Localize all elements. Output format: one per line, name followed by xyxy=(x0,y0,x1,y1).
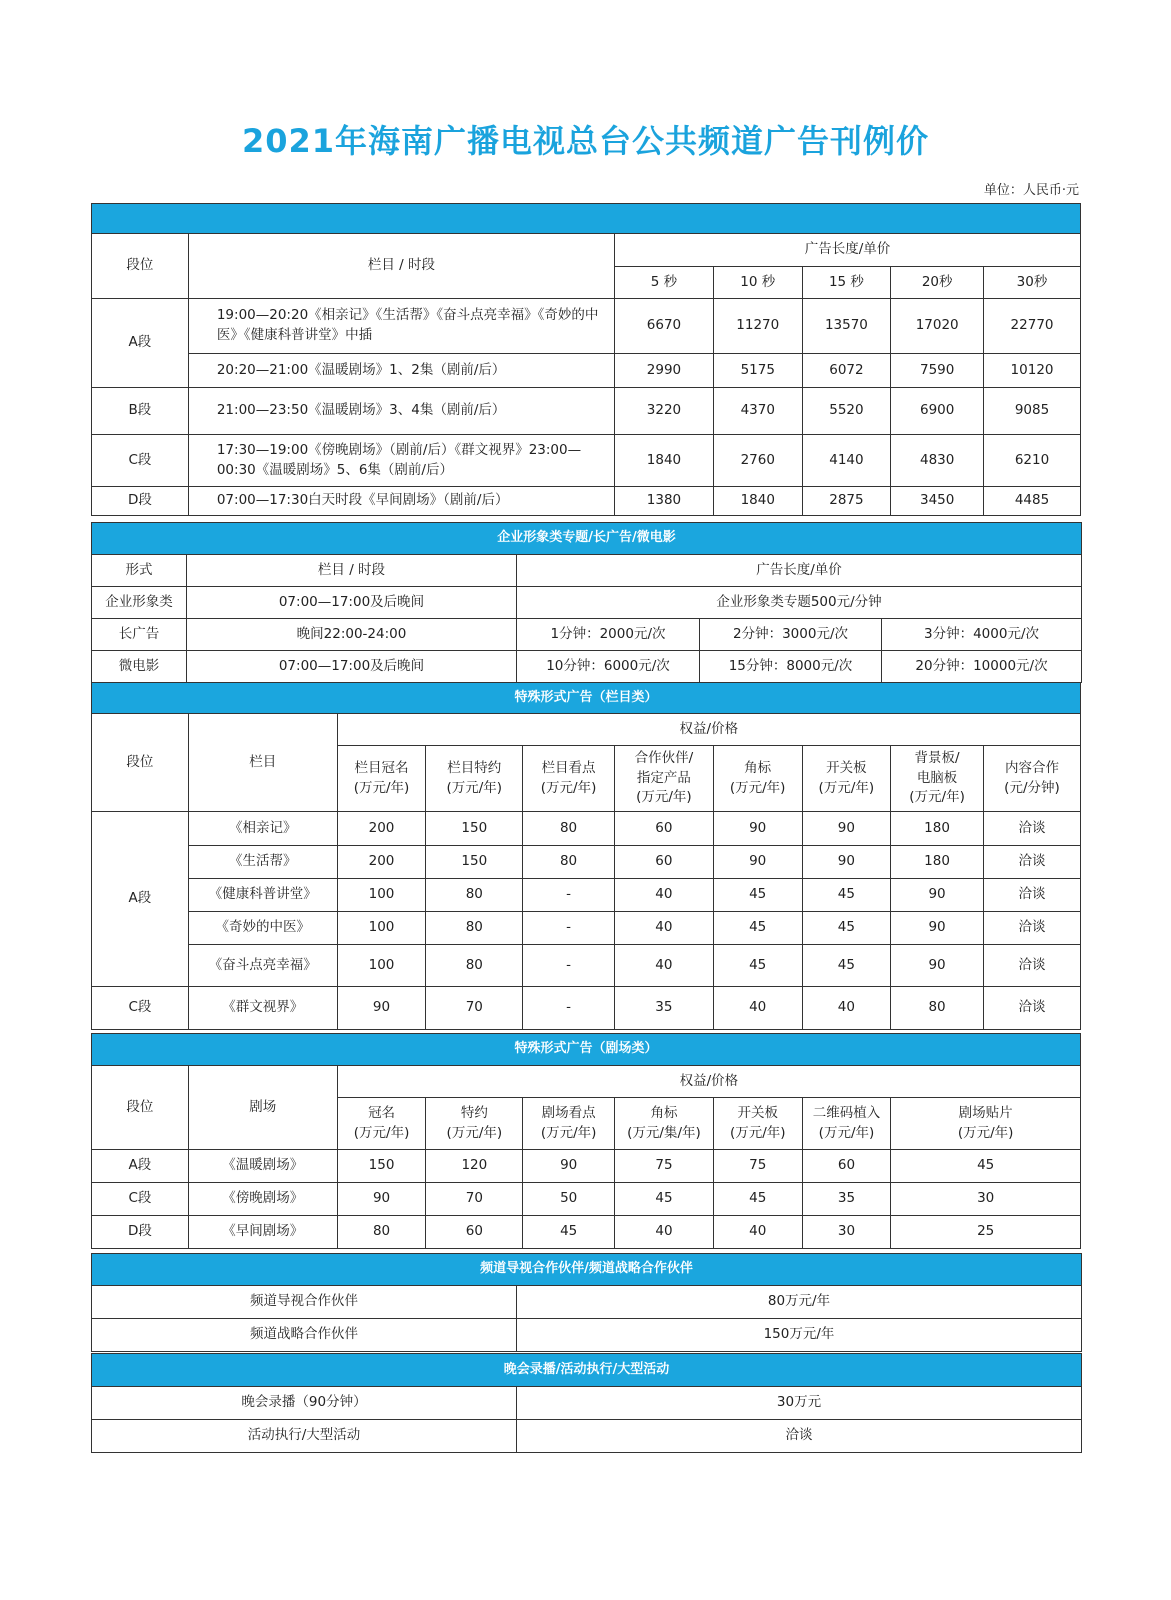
price-cell: 2990 xyxy=(615,354,714,388)
value-cell: 60 xyxy=(614,846,713,879)
value-cell: 100 xyxy=(337,945,426,987)
section-band-theater: 特殊形式广告（剧场类） xyxy=(92,1034,1081,1066)
segment-label: A段 xyxy=(92,299,189,388)
table-row xyxy=(92,812,1081,846)
value-cell: 90 xyxy=(337,1183,426,1216)
partner-price: 150万元/年 xyxy=(517,1319,1082,1352)
value-cell: 洽谈 xyxy=(983,912,1080,945)
value-cell: 80 xyxy=(891,987,984,1030)
rights-header: 冠名 (万元/年) xyxy=(337,1098,426,1150)
price-cell: 2760 xyxy=(713,435,802,487)
value-cell: 70 xyxy=(426,987,523,1030)
value-cell: 洽谈 xyxy=(983,812,1080,846)
header-rights-price: 权益/价格 xyxy=(337,714,1080,746)
currency-unit-note: 单位：人民币·元 xyxy=(983,183,1079,198)
slot-description: 20:20—21:00《温暖剧场》1、2集（剧前/后） xyxy=(188,354,614,388)
section-band-top xyxy=(92,204,1081,234)
value-cell: 35 xyxy=(802,1183,891,1216)
value-cell: 40 xyxy=(615,1216,714,1249)
theater-name: 《早间剧场》 xyxy=(188,1216,337,1249)
rights-header: 剧场贴片 (万元/年) xyxy=(891,1098,1081,1150)
value-cell: 80 xyxy=(337,1216,426,1249)
table-row xyxy=(92,987,1081,1030)
value-cell: 40 xyxy=(614,945,713,987)
slot-description: 07:00—17:30白天时段《早间剧场》（剧前/后） xyxy=(188,487,614,516)
price-cell: 9085 xyxy=(984,388,1081,435)
rights-header: 角标 (万元/集/年) xyxy=(615,1098,714,1150)
rights-header: 栏目特约 (万元/年) xyxy=(426,746,523,812)
duration-header: 20秒 xyxy=(891,267,984,299)
value-cell: 80 xyxy=(523,812,615,846)
duration-header: 5 秒 xyxy=(615,267,714,299)
value-cell: 30 xyxy=(802,1216,891,1249)
value-cell: 45 xyxy=(713,912,802,945)
partner-price: 80万元/年 xyxy=(517,1286,1082,1319)
price-cell: 11270 xyxy=(713,299,802,354)
price-cell: 7590 xyxy=(891,354,984,388)
value-cell: 90 xyxy=(713,846,802,879)
corporate-ad-table xyxy=(91,522,1082,683)
form-label: 长广告 xyxy=(92,619,187,651)
time-cell: 07:00—17:00及后晚间 xyxy=(187,587,517,619)
channel-partner-table xyxy=(91,1253,1082,1352)
value-cell: 180 xyxy=(891,812,984,846)
value-cell: 200 xyxy=(337,846,426,879)
table-row xyxy=(92,912,1081,945)
section-band-events: 晚会录播/活动执行/大型活动 xyxy=(92,1354,1082,1387)
value-cell: 60 xyxy=(614,812,713,846)
program-name: 《健康科普讲堂》 xyxy=(188,879,337,912)
header-segment: 段位 xyxy=(92,234,189,299)
value-cell: - xyxy=(523,987,615,1030)
value-cell: - xyxy=(523,945,615,987)
table-row xyxy=(92,1183,1081,1216)
slot-description: 21:00—23:50《温暖剧场》3、4集（剧前/后） xyxy=(188,388,614,435)
value-cell: 90 xyxy=(713,812,802,846)
duration-header: 10 秒 xyxy=(713,267,802,299)
header-form: 形式 xyxy=(92,555,187,587)
price-cell: 10120 xyxy=(984,354,1081,388)
value-cell: 45 xyxy=(802,912,891,945)
partner-label: 频道导视合作伙伴 xyxy=(92,1286,517,1319)
section-band-program: 特殊形式广告（栏目类） xyxy=(92,683,1081,714)
value-cell: 90 xyxy=(802,846,891,879)
value-cell: 45 xyxy=(615,1183,714,1216)
program-name: 《生活帮》 xyxy=(188,846,337,879)
value-cell: 45 xyxy=(891,1150,1081,1183)
value-cell: 200 xyxy=(337,812,426,846)
program-special-ad-table xyxy=(91,682,1081,1030)
value-cell: 25 xyxy=(891,1216,1081,1249)
value-cell: 60 xyxy=(802,1150,891,1183)
program-name: 《群文视界》 xyxy=(188,987,337,1030)
price-cell: 3450 xyxy=(891,487,984,516)
value-cell: 洽谈 xyxy=(983,945,1080,987)
segment-label: C段 xyxy=(92,435,189,487)
value-cell: 40 xyxy=(802,987,891,1030)
event-price: 洽谈 xyxy=(517,1420,1082,1453)
value-cell: 洽谈 xyxy=(983,879,1080,912)
program-name: 《相亲记》 xyxy=(188,812,337,846)
header-segment: 段位 xyxy=(92,714,189,812)
price-cell: 3220 xyxy=(615,388,714,435)
value-cell: 100 xyxy=(337,912,426,945)
table-row xyxy=(92,1150,1081,1183)
value-cell: 80 xyxy=(426,945,523,987)
header-program-time: 栏目 / 时段 xyxy=(187,555,517,587)
price-cell: 2875 xyxy=(802,487,891,516)
value-cell: - xyxy=(523,879,615,912)
value-cell: 90 xyxy=(891,912,984,945)
value-cell: 60 xyxy=(426,1216,523,1249)
value-cell: 100 xyxy=(337,879,426,912)
value-cell: 45 xyxy=(802,945,891,987)
header-ad-length-price: 广告长度/单价 xyxy=(615,234,1081,267)
program-name: 《奋斗点亮幸福》 xyxy=(188,945,337,987)
price-cell: 13570 xyxy=(802,299,891,354)
price-cell: 6670 xyxy=(615,299,714,354)
segment-label: A段 xyxy=(92,812,189,987)
value-cell: 40 xyxy=(614,912,713,945)
price-cell: 1840 xyxy=(615,435,714,487)
theater-special-ad-table xyxy=(91,1033,1081,1249)
header-program: 栏目 xyxy=(188,714,337,812)
value-cell: 35 xyxy=(614,987,713,1030)
value-cell: 120 xyxy=(426,1150,523,1183)
price-cell: 3分钟：4000元/次 xyxy=(882,619,1082,651)
rights-header: 栏目看点 (万元/年) xyxy=(523,746,615,812)
header-rights-price: 权益/价格 xyxy=(337,1066,1080,1098)
price-cell: 4140 xyxy=(802,435,891,487)
section-band-partner: 频道导视合作伙伴/频道战略合作伙伴 xyxy=(92,1254,1082,1286)
value-cell: 洽谈 xyxy=(983,987,1080,1030)
partner-label: 频道战略合作伙伴 xyxy=(92,1319,517,1352)
time-cell: 晚间22:00-24:00 xyxy=(187,619,517,651)
header-program-time: 栏目 / 时段 xyxy=(188,234,614,299)
price-cell: 22770 xyxy=(984,299,1081,354)
price-cell: 4370 xyxy=(713,388,802,435)
value-cell: - xyxy=(523,912,615,945)
price-cell: 20分钟：10000元/次 xyxy=(882,651,1082,683)
theater-name: 《温暖剧场》 xyxy=(188,1150,337,1183)
form-label: 企业形象类 xyxy=(92,587,187,619)
price-cell: 4485 xyxy=(984,487,1081,516)
value-cell: 50 xyxy=(523,1183,615,1216)
value-cell: 45 xyxy=(802,879,891,912)
event-price: 30万元 xyxy=(517,1387,1082,1420)
slot-description: 17:30—19:00《傍晚剧场》（剧前/后）《群文视界》23:00—00:30《温暖剧场》5、6集（剧前/后） xyxy=(188,435,614,487)
segment-label: A段 xyxy=(92,1150,189,1183)
form-label: 微电影 xyxy=(92,651,187,683)
value-cell: 45 xyxy=(713,1183,802,1216)
segment-label: D段 xyxy=(92,487,189,516)
events-table xyxy=(91,1353,1082,1453)
price-cell: 1380 xyxy=(615,487,714,516)
rights-header: 开关板 (万元/年) xyxy=(713,1098,802,1150)
header-theater: 剧场 xyxy=(188,1066,337,1150)
value-cell: 80 xyxy=(523,846,615,879)
page-title: 2021年海南广播电视总台公共频道广告刊例价 xyxy=(241,122,930,160)
table-row xyxy=(92,945,1081,987)
value-cell: 90 xyxy=(523,1150,615,1183)
duration-header: 15 秒 xyxy=(802,267,891,299)
header-segment: 段位 xyxy=(92,1066,189,1150)
rights-header: 特约 (万元/年) xyxy=(426,1098,523,1150)
table-row xyxy=(92,1216,1081,1249)
price-cell: 6900 xyxy=(891,388,984,435)
duration-header: 30秒 xyxy=(984,267,1081,299)
price-cell: 5520 xyxy=(802,388,891,435)
value-cell: 90 xyxy=(337,987,426,1030)
segment-label: D段 xyxy=(92,1216,189,1249)
value-cell: 70 xyxy=(426,1183,523,1216)
header-ad-length-price: 广告长度/单价 xyxy=(517,555,1082,587)
segment-label: B段 xyxy=(92,388,189,435)
rights-header: 角标 (万元/年) xyxy=(713,746,802,812)
value-cell: 45 xyxy=(713,879,802,912)
rights-header: 合作伙伴/ 指定产品 (万元/年) xyxy=(614,746,713,812)
rights-header: 开关板 (万元/年) xyxy=(802,746,891,812)
time-slot-price-table xyxy=(91,203,1081,516)
slot-description: 19:00—20:20《相亲记》《生活帮》《奋斗点亮幸福》《奇妙的中医》《健康科普讲堂》中插 xyxy=(188,299,614,354)
event-label: 活动执行/大型活动 xyxy=(92,1420,517,1453)
time-cell: 07:00—17:00及后晚间 xyxy=(187,651,517,683)
rights-header: 剧场看点 (万元/年) xyxy=(523,1098,615,1150)
value-cell: 150 xyxy=(426,812,523,846)
value-cell: 80 xyxy=(426,912,523,945)
segment-label: C段 xyxy=(92,1183,189,1216)
value-cell: 90 xyxy=(802,812,891,846)
value-cell: 180 xyxy=(891,846,984,879)
price-cell: 5175 xyxy=(713,354,802,388)
price-cell: 1840 xyxy=(713,487,802,516)
value-cell: 75 xyxy=(615,1150,714,1183)
value-cell: 80 xyxy=(426,879,523,912)
value-cell: 45 xyxy=(713,945,802,987)
price-cell: 2分钟：3000元/次 xyxy=(700,619,882,651)
rights-header: 背景板/ 电脑板 (万元/年) xyxy=(891,746,984,812)
rights-header: 二维码植入 (万元/年) xyxy=(802,1098,891,1150)
rights-header: 内容合作 (元/分钟) xyxy=(983,746,1080,812)
value-cell: 40 xyxy=(713,1216,802,1249)
rights-header: 栏目冠名 (万元/年) xyxy=(337,746,426,812)
value-cell: 150 xyxy=(426,846,523,879)
value-cell: 90 xyxy=(891,945,984,987)
price-cell: 6072 xyxy=(802,354,891,388)
price-cell: 4830 xyxy=(891,435,984,487)
value-cell: 40 xyxy=(713,987,802,1030)
segment-label: C段 xyxy=(92,987,189,1030)
value-cell: 30 xyxy=(891,1183,1081,1216)
price-cell: 企业形象类专题500元/分钟 xyxy=(517,587,1082,619)
price-cell: 6210 xyxy=(984,435,1081,487)
value-cell: 90 xyxy=(891,879,984,912)
value-cell: 75 xyxy=(713,1150,802,1183)
value-cell: 40 xyxy=(614,879,713,912)
price-cell: 1分钟：2000元/次 xyxy=(517,619,700,651)
price-cell: 10分钟：6000元/次 xyxy=(517,651,700,683)
value-cell: 洽谈 xyxy=(983,846,1080,879)
program-name: 《奇妙的中医》 xyxy=(188,912,337,945)
value-cell: 150 xyxy=(337,1150,426,1183)
value-cell: 45 xyxy=(523,1216,615,1249)
table-row xyxy=(92,879,1081,912)
event-label: 晚会录播（90分钟） xyxy=(92,1387,517,1420)
theater-name: 《傍晚剧场》 xyxy=(188,1183,337,1216)
price-cell: 17020 xyxy=(891,299,984,354)
table-row xyxy=(92,846,1081,879)
section-band-corporate: 企业形象类专题/长广告/微电影 xyxy=(92,523,1082,555)
price-cell: 15分钟：8000元/次 xyxy=(700,651,882,683)
